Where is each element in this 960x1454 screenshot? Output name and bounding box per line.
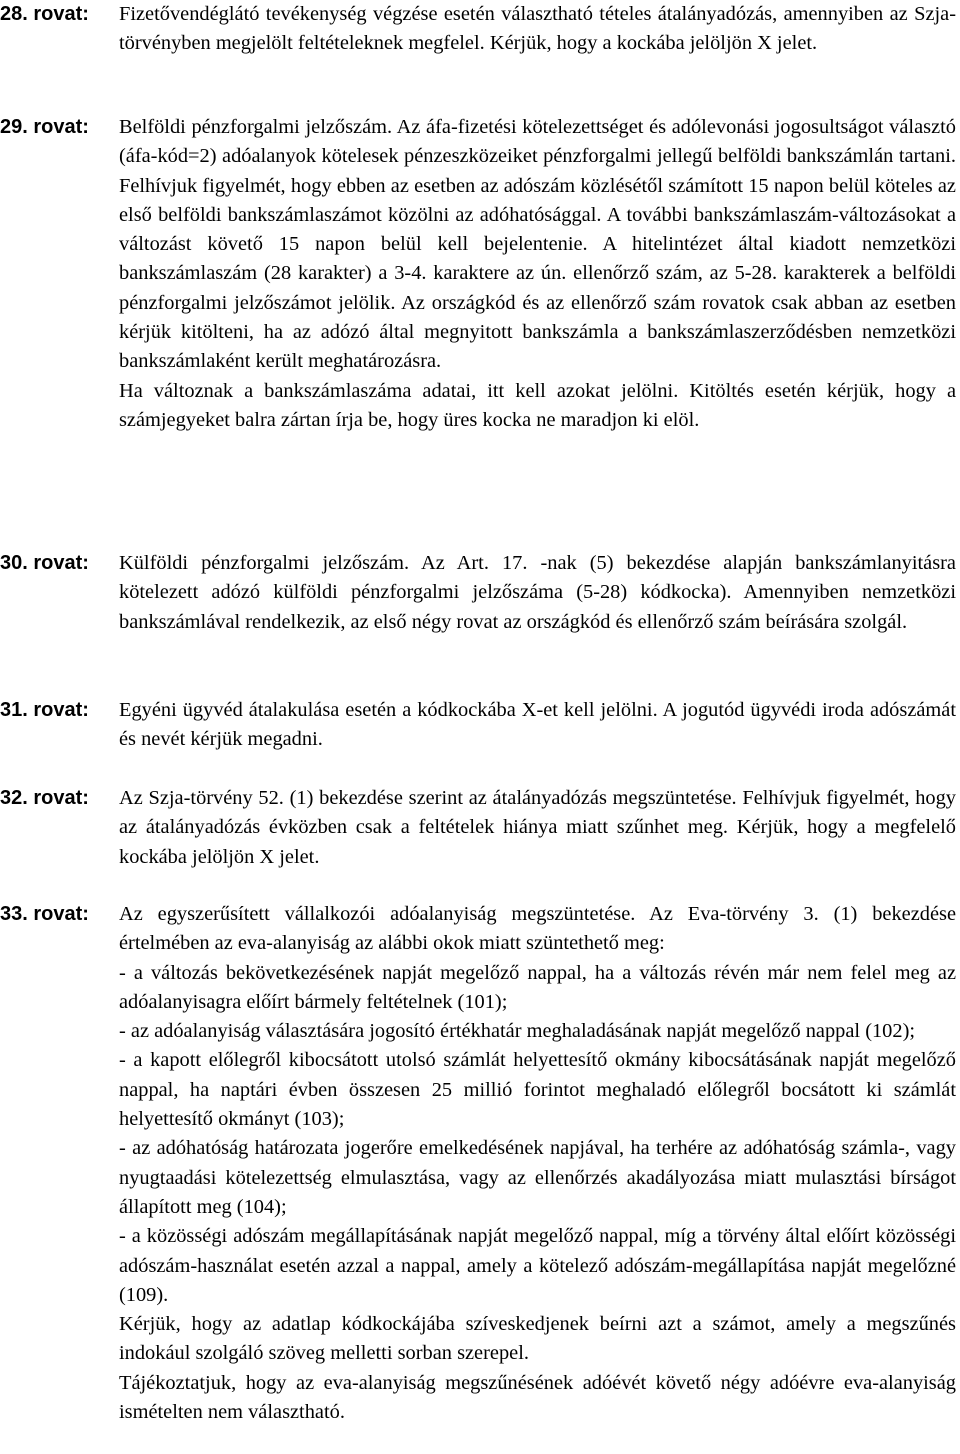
section-body [119,784,956,872]
section-body [119,900,956,1427]
list-item: - az adóalanyiság választására jogosító értékhatár meghaladásának napját megelőző nappal (102); [119,1020,916,1043]
list-item: - a változás bekövetkezésének napját megelőző nappal, ha a változás révén már nem felel meg az adóalanyisagra előírt bármely feltételnek (101); [119,961,956,1013]
list-item: - a közösségi adószám megállapításának napját megelőző nappal, míg a törvény által előírt közösségi adószám-használat esetén azzal a nappal, amely a kötelező adószám-megállapítása napját megelőzné (109). [119,1225,956,1306]
paragraph: Külföldi pénzforgalmi jelzőszám. Az Art. 17. -nak (5) bekezdése alapján bankszámlanyitásra kötelezett adózó külföldi pénzforgalmi jelzőszáma (5-28) kódkocka). Amennyiben nemzetközi bankszámlával rendelkezik, az első négy rovat az országkód és ellenőrző szám beírására szolgál. [119,552,956,633]
paragraph: Fizetővendéglátó tevékenység végzése esetén választható tételes átalányadózás, amennyiben az Szja-törvényben megjelölt feltételeknek megfelel. Kérjük, hogy a kockába jelöljön X jelet. [119,3,956,55]
paragraph: Kérjük, hogy az adatlap kódkockájába szíveskedjenek beírni azt a számot, amely a megszűnés indokául szolgáló szöveg melletti sorban szerepel. [119,1313,956,1365]
paragraph: Egyéni ügyvéd átalakulása esetén a kódkockába X-et kell jelölni. A jogutód ügyvédi iroda adószámát és nevét kérjük megadni. [119,699,956,751]
paragraph: Az egyszerűsített vállalkozói adóalanyiság megszüntetése. Az Eva-törvény 3. (1) bekezdése értelmében az eva-alanyiság az alábbi okok miatt szüntethető meg: [119,903,956,955]
section-label: 30. rovat: [0,552,89,574]
paragraph: Belföldi pénzforgalmi jelzőszám. Az áfa-fizetési kötelezettséget és adólevonási jogosultságot választó (áfa-kód=2) adóalanyok kötelesek pénzeszközeiket pénzforgalmi jellegű belföldi bankszámlán tartani. Felhívjuk figyelmét, hogy ebben az esetben az adószám közlésétől számított 15 napon belül köteles az első belföldi bankszámlaszámot közölni az adóhatósággal. A további bankszámlaszám-változásokat a változást követő 15 napon belül kell bejelentenie. A hitelintézet által kiadott nemzetközi bankszámlaszám (28 karakter) a 3-4. karaktere az ún. ellenőrző szám, az 5-28. karakterek a belföldi pénzforgalmi jelzőszámot jelölik. Az országkód és az ellenőrző szám rovatok csak abban az esetben kérjük kitölteni, ha az adózó által megnyitott bankszámla a bankszámlaszerződésben nemzetközi bankszámlaként került meghatározásra. [119,116,956,373]
section-label: 31. rovat: [0,699,89,721]
section-body [119,0,956,59]
section-body [119,549,956,637]
section-label: 32. rovat: [0,787,89,809]
section-label: 28. rovat: [0,3,89,25]
section-label: 33. rovat: [0,903,89,925]
section-label: 29. rovat: [0,116,89,138]
paragraph: Az Szja-törvény 52. (1) bekezdése szerint az átalányadózás megszüntetése. Felhívjuk figyelmét, hogy az átalányadózás évközben csak a feltételek hiánya miatt szűnhet meg. Kérjük, hogy a megfelelő kockába jelöljön X jelet. [119,787,956,868]
paragraph: Tájékoztatjuk, hogy az eva-alanyiság megszűnésének adóévét követő négy adóévre eva-alanyiság ismételten nem választható. [119,1371,956,1424]
paragraph: Ha változnak a bankszámlaszáma adatai, itt kell azokat jelölni. Kitöltés esetén kérjük, hogy a számjegyeket balra zártan írja be, hogy üres kocka ne maradjon ki elöl. [119,379,956,431]
section-body [119,696,956,755]
list-item: - a kapott előlegről kibocsátott utolsó számlát helyettesítő okmány kibocsátásának napját megelőző nappal, ha naptári évben összesen 25 millió forintot meghaladó előlegről bocsátott ki számlát helyettesítő okmányt (103); [119,1049,956,1131]
list-item: - az adóhatóság határozata jogerőre emelkedésének napjával, ha terhére az adóhatóság számla-, vagy nyugtaadási kötelezettség elmulasztása, vagy az ellenőrzés akadályozása miatt mulasztási bírságot állapított meg (104); [119,1137,956,1218]
section-body [119,113,956,435]
